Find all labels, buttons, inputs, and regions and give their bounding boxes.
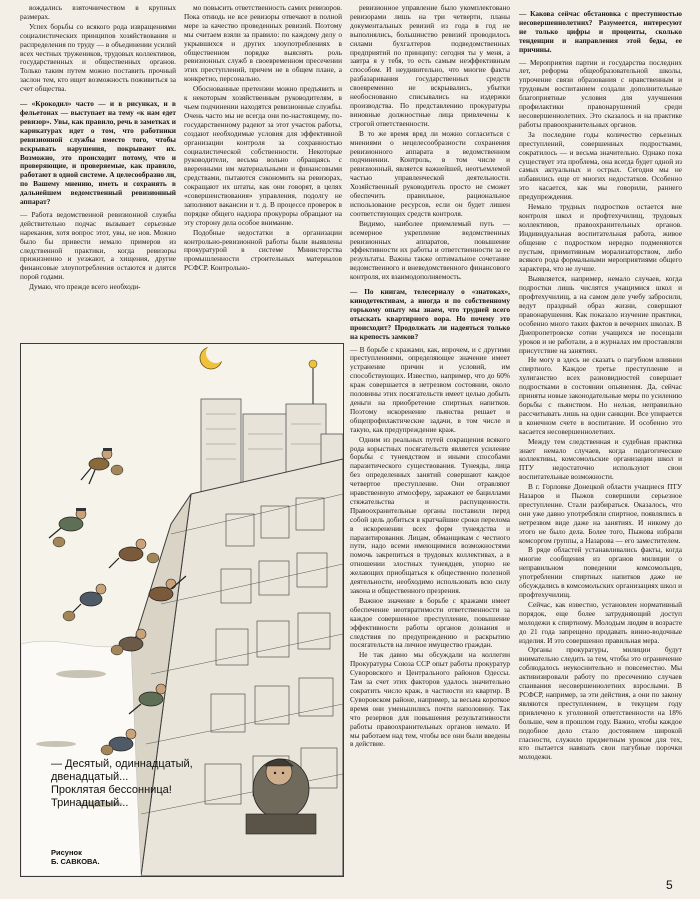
cartoon-caption: — Десятый, одиннадцатый, двенадцатый... Проклятая бессонница! Тринадцатый... bbox=[51, 758, 193, 809]
paragraph: В то же время вряд ли можно согласиться с мнениями о нецелесообразности сохранения ревизионного аппарата в ведомственном подчинении. Контроль, в том числе и ревизионный, является важнейшей, неотъемлемой частью управленческой деятельности. Хозяйственный руководитель просто не сможет обеспечить правильное, рациональное использование ресурсов, если он будет лишен соответствующих средств контроля. bbox=[350, 128, 510, 218]
paragraph: Сейчас, как известно, установлен нормативный порядок, еще более затрудняющий доступ молодежи к спиртному. Молодым людям в возрасте до 21 года запрещено продавать винно-водочные изделия. И это совершенно правильная мера. bbox=[519, 599, 682, 645]
text-column-4 bbox=[519, 4, 682, 872]
paragraph: Важное значение в борьбе с кражами имеет обеспечение неотвратимости ответственности за каждое совершенное преступление, повышение эффективности работы органов дознания и следствия по предупреждению и раскрытию посягательств на личное имущество граждан. bbox=[350, 595, 510, 650]
paragraph: В г. Горловке Донецкой области учащиеся ПТУ Назаров и Пыжов совершили серьезное преступление. Стали разбираться. Оказалось, что они уже давно употребляли спиртное, появлялись в нетрезвом виде даже на занятиях. И никому до этого не было дела. Более того, Пыжова избрали комсоргом группы, а Назарова — его заместителем. bbox=[519, 482, 682, 545]
paragraph: Выявляется, например, немало случаев, когда подростки лишь числятся учащимися школ и профтехучилищ, а на самом деле учебу забросили, ведут праздный образ жизни, совершают правонарушения. Как показало изучение практики, особенно много таких фактов в вечерних школах. В Днепропетровске сотни учащихся не посещали уроков и не работали, а в журналах им проставляли присутствие на занятиях. bbox=[519, 274, 682, 355]
text-column-2 bbox=[184, 4, 342, 340]
text-column-3 bbox=[350, 4, 510, 872]
cartoon-illustration bbox=[20, 343, 344, 877]
paragraph: ревизионное управление было укомплектовано ревизорами лишь на три четверти, планы документальных ревизий из года в год не выполнялись, большинство ревизий проводилось силами бухгалтеров подведомственных предприятий по принципу: сегодня ты у меня, а завтра я у тебя, то есть самым неэффективным способом. И неудивительно, что многие факты разбазаривания государственных средств своевременно не вскрывались, убытки необоснованно списывались на издержки производства. По представлению прокуратуры виновные должностные лица привлечены к строгой ответственности. bbox=[350, 4, 510, 128]
paragraph: мо повысить ответственность самих ревизоров. Пока отнюдь не все ревизоры отвечают в полной мере за качество проведенных ревизий. Поэтому мы считаем взяли за правило: по каждому делу о укрывшихся и других злоупотреблениях в общественном порядке выяснять роль ревизионных служб в своевременном пресечении этих преступлений, причем не в общем плане, а конкретно, персонально. bbox=[184, 4, 342, 84]
interview-question: — По книгам, телесериалу о «знатоках», кинодетективам, а иногда и по собственному горькому опыту мы знаем, что трудней всего отыскать квартирного вора. Но почему это происходит? Продолжать ли надеяться только на крепость замков? bbox=[350, 287, 510, 341]
paragraph: Между тем следственная и судебная практика знает немало случаев, когда педагогические коллективы, комсомольские организации школ и ПТУ недостаточно используют свои воспитательные возможности. bbox=[519, 436, 682, 482]
text-column-1 bbox=[20, 4, 176, 340]
paragraph: Думаю, что прежде всего необходи- bbox=[29, 282, 141, 292]
credit-label: Рисунок bbox=[51, 848, 82, 857]
paragraph: Органы прокуратуры, милиции будут внимательно следить за тем, чтобы это ограничение соблюдалось неукоснительно и повсеместно. Мы активизировали работу по пресечению случаев спаивания несовершеннолетних взрослыми. В РСФСР, например, за эти действия, а они по закону являются преступлением, в текущем году привлечено к уголовной ответственности на 18% больше, чем в прошлом году. Важно, чтобы каждое подобное дело стало достоянием широкой гласности, служило предметным уроком для тех, кто пытается навязать свои пагубные порочки молодежи. bbox=[519, 645, 682, 762]
interview-question: — «Крокодил» часто — и в рисунках, и в фельетонах — выступает на тему «к нам едет ревизор». Увы, как правило, речь в заметках и карикатурах идет о том, что работники ревизионной службы вместо того, чтобы вскрывать нарушения, покрывают их. Возможно, это происходит потому, что и проверяющие, и проверяемые, как правило, работают в одной системе. А целесообразно ли, по Вашему мнению, иметь и сохранять в дальнейшем ведомственный ревизионный аппарат? bbox=[20, 99, 176, 207]
paragraph: — В борьбе с кражами, как, впрочем, и с другими преступлениями, определяющее значение имеет устранение причин и условий, им способствующих. Известно, например, что до 60% краж совершается в нетрезвом состоянии, около половины этих посягательств имеет целью добыть деньги на приобретение спиртных напитков. Поэтому искоренение пьянства решает и общепрофилактические задачи, в том числе и такую, как предупреждение краж. bbox=[350, 344, 510, 434]
artist-name: Б. САВКОВА. bbox=[51, 857, 100, 866]
paragraph: — Мероприятия партии и государства последних лет, реформа общеобразовательной школы, упрочение связи образования с нравственным и трудовым воспитанием создали дополнительные благоприятные условия для улучшения профилактики правонарушений среди несовершеннолетних. Это сказалось и на практике работы правоохранительных органов. bbox=[519, 57, 682, 129]
paragraph: вождались взяточничеством в крупных размерах. bbox=[20, 4, 176, 21]
paragraph: Успех борьбы со всякого рода извращениями социалистических принципов хозяйствования и распределения по труду — в объединении усилий всех честных тружеников, трудовых коллективов, государственных и общественных органов. Только таким путем можно поставить прочный заслон тем, кто ищет возможность поживиться за счет общества. bbox=[20, 21, 176, 94]
paragraph: Одним из реальных путей сокращения всякого рода корыстных посягательств является усиление борьбы с тунеядством и иными способами паразитического существования. Тунеяды, лица без определенных занятий совершают каждое четвертое преступление. Они отравляют нравственную атмосферу, заражают ее бациллами стяжательства и распущенности. Правоохранительные органы поставили перед собой цель добиться в кратчайшие сроки перелома в искоренении всех форм тунеядства и паразитирования. Лицам, обманщикам с честного пути, надо всеми имеющимися возможностями помочь закрепиться в трудовых коллективах, а в отношении злостных тунеядцев, упорно не желающих приобщаться к общественно полезной деятельности, необходимо использовать всю силу закона и общественного презрения. bbox=[350, 434, 510, 595]
paragraph: Видимо, наиболее приемлемый путь — всемерное укрепление ведомственных ревизионных аппаратов, повышение эффективности их работы и ответственности за ее результаты. Важны также оптимальное сочетание ведомственного и вневедомственного финансового контроля, их взаимодополняемость. bbox=[350, 218, 510, 282]
paragraph: Обоснованные претензии можно предъявить и к некоторым хозяйственным руководителям, в чьем подчинении находятся ревизионные службы. Очень часто мы не всегда они по-настоящему, по-государственному радеют за этот участок работы, создают необходимые условия для эффективной организации контроля за сохранностью социалистической собственности. Некоторые руководители, весьма вольно обращаясь с вверенными им материальными и финансовыми средствами, пытаются сэкономить на ревизорах, сокращают их штаты, как они говорят, в целях «совершенствования» управления, подолгу не заполняют вакансии и т. д. В процессе проверок в порядке общего надзора прокуроры обращают на эту сторону дела особое внимание. bbox=[184, 84, 342, 227]
artist-credit bbox=[51, 848, 161, 866]
paragraph: Немало трудных подростков остается вне контроля школ и профтехучилищ, трудовых коллективов, правоохранительных органов. Индивидуальная воспитательная работа, живое общение с подростком нередко подменяются пустым, примитивным морализаторством, либо всякого рода формальными мероприятиями общего характера, что не лучше. bbox=[519, 202, 682, 274]
paragraph: Подобные недостатки в организации контрольно-ревизионной работы были выявлены прокуратурой в системе Министерства промышленности строительных материалов РСФСР. Контрольно- bbox=[184, 227, 342, 273]
paragraph: В ряде областей устанавливались факты, когда многие сообщения из органов милиции о неправильном поведении комсомольцев, употреблении спиртных напитков даже не обсуждались в комсомольских организациях школ и профтехучилищ. bbox=[519, 545, 682, 599]
interview-question: — Какова сейчас обстановка с преступностью несовершеннолетних? Разумеется, интересуют не только цифры и проценты, сколько тенденции и направления этой беды, ее причины. bbox=[519, 9, 682, 54]
paragraph: Не так давно мы обсуждали на коллегии Прокуратуры Союза ССР опыт работы прокуратур Суворовского и Центрального районов Одессы. Там за счет этих факторов удалось значительно сократить число краж, в частности из квартир. В Суворовском районе, например, за весьма короткое время они уменьшились почти наполовину. Так что резервов для повышения результативности работы правоохранительных органов немало. И мы работаем над тем, чтобы все они были введены в действие. bbox=[350, 650, 510, 749]
paragraph: Не могу в здесь не сказать о пагубном влиянии спиртного. Каждое третье преступление и хулиганство всех разновидностей совершает подростками в состоянии опьянения. Да, сейчас приняты новые законодательные меры по усилению борьбы с пьянством. Но нельзя, неправильно рассчитывать лишь на одни санкции. Все упирается в конечном счете в воспитание. И особенно это касается несовершеннолетних. bbox=[519, 355, 682, 436]
page-number: 5 bbox=[666, 878, 673, 892]
paragraph: За последние годы количество серьезных преступлений, совершенных подростками, сократилось — и весьма значительно. Однако пока существует эта проблема, она всегда будет одной из самых актуальных и острых. Сегодня мы не избавились еще от многих недостатков. Особенно это касается, как мы говорили, раннего предупреждения. bbox=[519, 129, 682, 202]
paragraph: — Работа ведомственной ревизионной службы действительно подчас вызывает серьезные нарекания, хотя вопрос этот, увы, не нов. Можно было бы привести немало примеров из следственной практики, когда ревизоры прижизненно и уезжают, а хищения, другие финансовые злоупотребления остаются и длятся порой годами. bbox=[20, 209, 176, 282]
